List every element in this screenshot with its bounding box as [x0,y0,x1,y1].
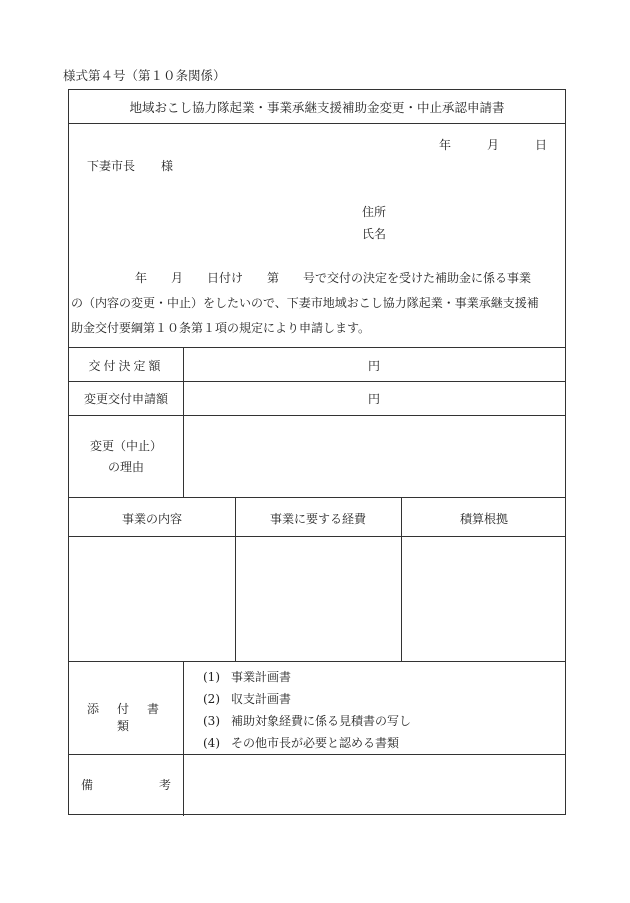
attachment-item [203,690,291,707]
attachments-label: 添付書類 [86,702,177,733]
attachment-item [203,734,399,751]
applicant-name-label: 氏名 [362,227,387,241]
statement-line: の（内容の変更・中止）をしたいので、下妻市地域おこし協力隊起業・事業承継支援補 [71,296,539,310]
attachment-item [203,668,291,685]
attachment-text: その他市長が必要と認める書類 [231,736,400,750]
divider [69,536,565,537]
form-title: 地域おこし協力隊起業・事業承継支援補助金変更・中止承認申請書 [129,100,505,115]
addressee-name: 下妻市長 [87,159,136,173]
date-year: 年 [438,138,451,152]
attachment-text: 補助対象経費に係る見積書の写し [231,714,412,728]
date-day: 日 [534,138,547,152]
divider [69,754,565,755]
addressee [87,157,173,174]
statement-line: 助金交付要綱第１０条第１項の規定により申請します。 [71,321,371,335]
attachment-number: (1) [203,670,220,684]
header-business-cost: 事業に要する経費 [269,512,366,526]
header-calculation-basis: 積算根拠 [459,512,508,526]
reason-label-line2: の理由 [107,460,144,474]
form-number-label: 様式第４号（第１０条関係） [63,68,226,83]
attachment-item [203,712,411,729]
divider [69,497,565,498]
divider [69,123,565,124]
applicant-address-label: 住所 [362,205,387,219]
addressee-honorific: 様 [161,159,174,173]
date-line [439,136,547,153]
attachment-text: 事業計画書 [231,670,292,684]
change-amount-unit: 円 [367,392,380,406]
attachment-number: (3) [203,714,220,728]
change-amount-label: 変更交付申請額 [83,392,168,406]
attachment-number: (2) [203,692,220,706]
date-month: 月 [486,138,499,152]
remarks-label-left: 備 [81,778,94,792]
decided-amount-unit: 円 [367,359,380,373]
application-statement [69,266,567,341]
divider [69,661,565,662]
decided-amount-label: 交付決定額 [88,359,164,373]
remarks-label-right: 考 [159,778,172,792]
divider [69,381,565,382]
attachment-text: 収支計画書 [231,692,292,706]
header-business-content: 事業の内容 [121,512,182,526]
attachment-number: (4) [203,736,220,750]
statement-line: 年 月 日付け 第 号で交付の決定を受けた補助金に係る事業 [135,271,532,285]
application-form [68,89,566,815]
divider [183,661,184,816]
reason-label-line1: 変更（中止） [89,439,162,453]
divider [69,415,565,416]
divider [69,347,565,348]
